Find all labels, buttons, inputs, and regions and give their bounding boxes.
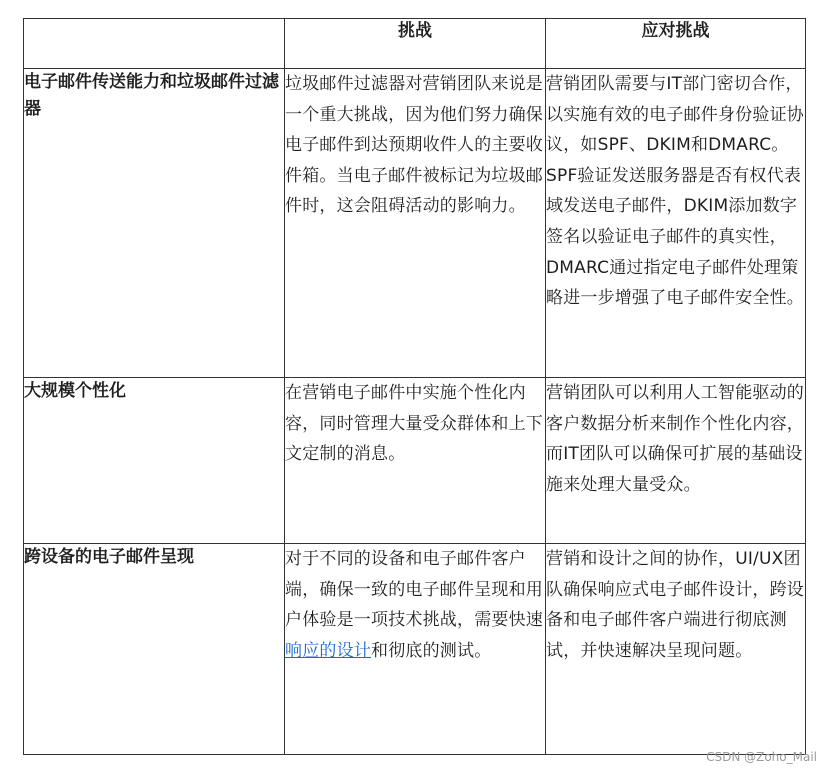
table-row [24, 378, 806, 544]
row-label: 电子邮件传送能力和垃圾邮件过滤器 [24, 69, 285, 378]
response-cell: 营销和设计之间的协作，UI/UX团队确保响应式电子邮件设计，跨设备和电子邮件客户端进行彻底测试，并快速解决呈现问题。 [546, 544, 806, 755]
challenge-text-after: 和彻底的测试。 [371, 640, 492, 661]
table-header-row [24, 19, 806, 69]
comparison-table [23, 18, 806, 755]
challenge-text-before: 对于不同的设备和电子邮件客户端，确保一致的电子邮件呈现和用户体验是一项技术挑战，需要快速 [285, 549, 543, 631]
header-empty-cell [24, 19, 285, 69]
row-label: 大规模个性化 [24, 378, 285, 544]
challenge-cell [285, 544, 546, 755]
table-row [24, 544, 806, 755]
header-challenge: 挑战 [285, 19, 546, 69]
responsive-design-link[interactable]: 响应的设计 [285, 640, 371, 661]
watermark: CSDN @Zoho_Mail [706, 750, 817, 764]
header-response: 应对挑战 [546, 19, 806, 69]
table-row [24, 69, 806, 378]
challenge-cell: 在营销电子邮件中实施个性化内容，同时管理大量受众群体和上下文定制的消息。 [285, 378, 546, 544]
row-label: 跨设备的电子邮件呈现 [24, 544, 285, 755]
challenge-cell: 垃圾邮件过滤器对营销团队来说是一个重大挑战，因为他们努力确保电子邮件到达预期收件人的主要收件箱。当电子邮件被标记为垃圾邮件时，这会阻碍活动的影响力。 [285, 69, 546, 378]
response-cell: 营销团队需要与IT部门密切合作，以实施有效的电子邮件身份验证协议，如SPF、DKIM和DMARC。SPF验证发送服务器是否有权代表域发送电子邮件，DKIM添加数字签名以验证电子邮件的真实性，DMARC通过指定电子邮件处理策略进一步增强了电子邮件安全性。 [546, 69, 806, 378]
response-cell: 营销团队可以利用人工智能驱动的客户数据分析来制作个性化内容，而IT团队可以确保可扩展的基础设施来处理大量受众。 [546, 378, 806, 544]
